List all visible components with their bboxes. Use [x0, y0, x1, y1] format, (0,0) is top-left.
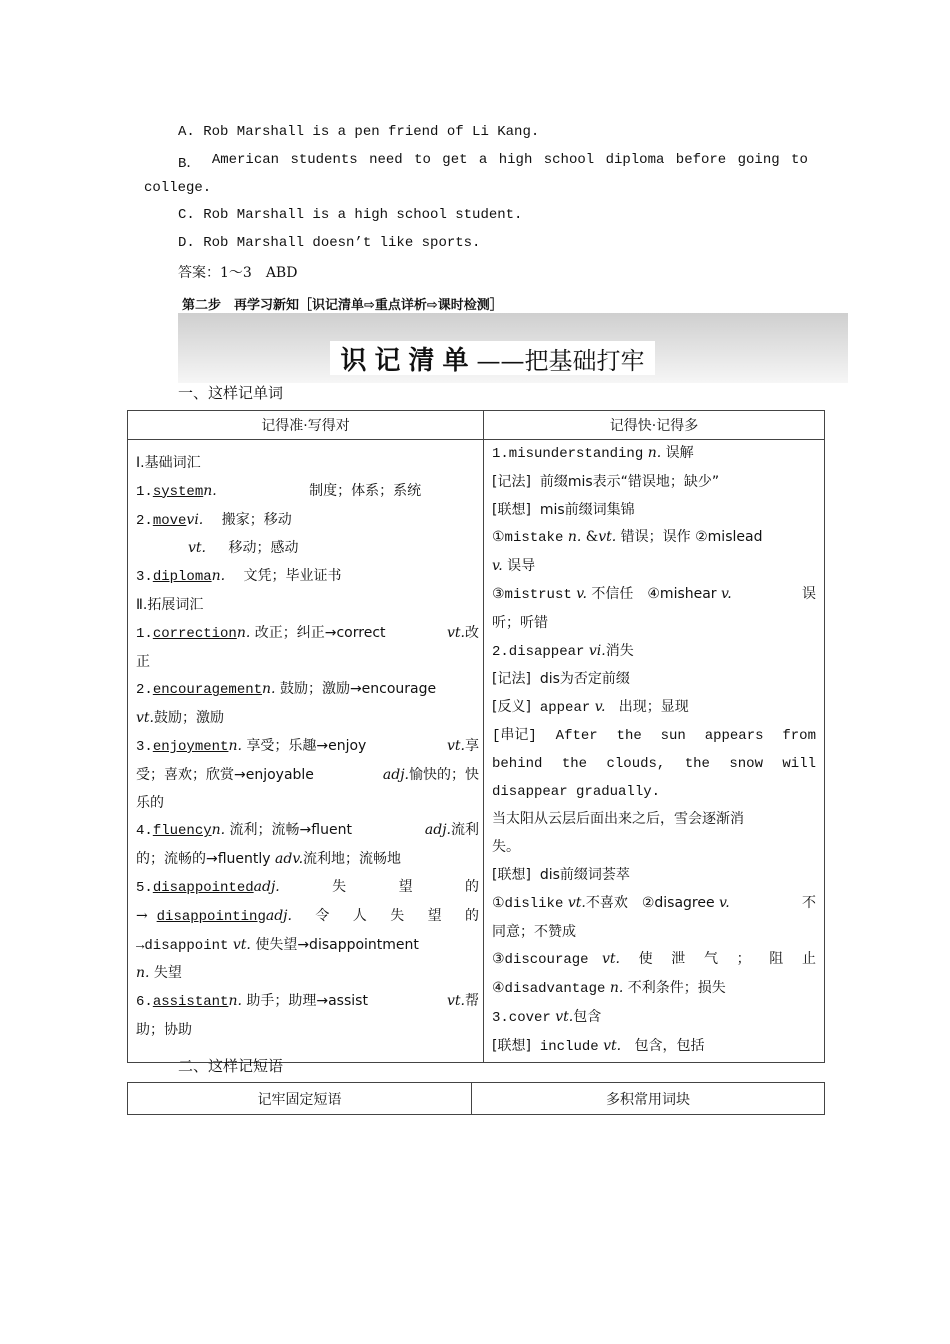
- right-line-11-word-4: appears: [704, 727, 764, 744]
- option-b-word-8: school: [543, 152, 595, 168]
- step-heading: 第二步 再学习新知［识记清单⇨重点详析⇨课时检测］: [182, 298, 503, 313]
- ext-word-3: 3.enjoymentn. 享受；乐趣→enjoy vt.享: [136, 737, 479, 755]
- right-line-11-word-2: the: [616, 727, 642, 744]
- vocab-left-cell: [128, 440, 484, 1063]
- option-b-word-12: to: [791, 152, 808, 168]
- ext-word-5: 5.disappointedadj. 失 望 的: [136, 874, 479, 903]
- ext-word-3-cont: 受；喜欢；欣赏→enjoyable adj.愉快的；快: [136, 766, 479, 783]
- right-line-8: 2.disappear vi.消失: [492, 642, 634, 660]
- option-b-word-11: going: [737, 152, 780, 168]
- vocab-right-cell: [484, 440, 825, 1063]
- right-line-11-word-1: After: [555, 727, 598, 744]
- right-line-12-word-1: the: [561, 755, 588, 772]
- ext-word-6: 6.assistantn. 助手；助理→assist vt.帮: [136, 993, 479, 1011]
- ext-word-3-cont2: 乐的: [136, 794, 164, 811]
- banner-sub: ——把基础打牢: [476, 346, 645, 375]
- vocab-left-header: 记得准·写得对: [128, 411, 484, 440]
- ext-word-5b-char-3: 望: [427, 907, 442, 924]
- right-line-10: [反义] appear v. 出现；显现: [492, 699, 689, 717]
- right-line-19-char-5: 止: [801, 951, 816, 968]
- ext-word-5b-char-1: 人: [352, 907, 367, 924]
- right-line-11-word-0: [串记]: [492, 727, 537, 744]
- option-d: D. Rob Marshall doesn’t like sports.: [178, 235, 481, 251]
- right-line-16: [联想] dis前缀词荟萃: [492, 866, 630, 883]
- ext-vocab-title: Ⅱ.拓展词汇: [136, 596, 204, 613]
- ext-word-5-cont: → disappointingadj. 令 人 失 望 的: [136, 903, 479, 932]
- option-b-word-6: a: [478, 152, 488, 168]
- right-line-6: ③mistrust v. 不信任 ④mishear v. 误: [492, 585, 816, 603]
- right-line-17: ①dislike vt.不喜欢 ②disagree v. 不: [492, 894, 816, 912]
- right-line-19: ③discourage vt. 使 泄 气 ； 阻 止: [492, 946, 816, 975]
- option-b-line1: [178, 152, 808, 172]
- ext-word-1: 1.correctionn. 改正；纠正→correct vt.改: [136, 624, 479, 642]
- basic-word-3: 3.diploman. 文凭；毕业证书: [136, 568, 342, 586]
- right-line-14: 当太阳从云层后面出来之后，雪会逐渐消: [492, 811, 744, 828]
- right-line-19-char-0: 使: [638, 951, 653, 968]
- ext-word-4-cont: 的；流畅的→fluently adv.流利地；流畅地: [136, 851, 402, 868]
- option-b-word-4: to: [414, 152, 431, 168]
- right-line-9: [记法] dis为否定前缀: [492, 671, 630, 688]
- option-b-word-5: get: [442, 152, 468, 168]
- right-line-4: ①mistake n. &vt. 错误；误作 ②mislead: [492, 529, 763, 547]
- right-line-12: [492, 751, 816, 779]
- phrase-right-header: 多积常用词块: [472, 1083, 825, 1115]
- option-b-word-3: need: [369, 152, 403, 168]
- right-line-13: disappear gradually.: [492, 783, 661, 800]
- right-line-19-char-1: 泄: [671, 951, 686, 968]
- ext-word-5-cont3: n. 失望: [136, 965, 182, 982]
- option-b-word-0: B．: [178, 156, 201, 172]
- ext-word-4: 4.fluencyn. 流利；流畅→fluent adj.流利: [136, 822, 479, 840]
- option-b-word-7: high: [498, 152, 533, 168]
- basic-word-2: 2.movevi. 搬家；移动: [136, 511, 292, 529]
- option-a: A. Rob Marshall is a pen friend of Li Kang.: [178, 124, 540, 140]
- right-line-22: [联想] include vt. 包含，包括: [492, 1037, 705, 1055]
- option-b-word-2: students: [290, 152, 358, 168]
- vocab-right-header: 记得快·记得多: [484, 411, 825, 440]
- right-line-15: 失。: [492, 839, 520, 856]
- right-line-21: 3.cover vt.包含: [492, 1008, 602, 1026]
- ext-word-5-cont2: →disappoint vt. 使失望→disappointment: [136, 936, 419, 954]
- phrase-left-header: 记牢固定短语: [128, 1083, 472, 1115]
- right-line-19-char-2: 气: [703, 951, 718, 968]
- right-line-11-word-5: from: [782, 727, 816, 744]
- right-line-11: [492, 723, 816, 751]
- option-c: C. Rob Marshall is a high school student.: [178, 207, 523, 223]
- right-line-19-char-3: ；: [736, 951, 751, 968]
- basic-word-1: 1.systemn. 制度；体系；系统: [136, 482, 422, 500]
- ext-word-2-cont: vt.鼓励；激励: [136, 710, 224, 727]
- option-b-word-10: before: [675, 152, 727, 168]
- right-line-1: 1.misunderstanding n. 误解: [492, 445, 694, 462]
- right-line-3: [联想] mis前缀词集锦: [492, 501, 635, 518]
- banner-title: [330, 341, 655, 375]
- vocab-table: [127, 410, 825, 1063]
- ext-word-1-cont: 正: [136, 653, 150, 670]
- section-1-title: 一、这样记单词: [178, 384, 284, 402]
- right-line-12-word-4: snow: [729, 755, 763, 772]
- basic-vocab-title: Ⅰ.基础词汇: [136, 455, 201, 471]
- option-b-line2: college.: [144, 180, 212, 196]
- right-line-5: v. 误导: [492, 558, 536, 575]
- ext-word-5b-char-4: 的: [465, 907, 479, 924]
- ext-word-5-char-2: 的: [464, 878, 479, 895]
- ext-word-6-cont: 助；协助: [136, 1021, 192, 1038]
- right-line-12-word-2: clouds,: [606, 755, 666, 772]
- right-line-12-word-5: will: [782, 755, 816, 772]
- right-line-11-word-3: sun: [660, 727, 686, 744]
- right-line-7: 听；听错: [492, 614, 548, 631]
- right-line-18: 同意；不赞成: [492, 923, 576, 940]
- ext-word-5-char-0: 失: [332, 878, 347, 895]
- section-2-title: 二、这样记短语: [178, 1057, 284, 1075]
- option-b-word-9: diploma: [605, 152, 665, 168]
- ext-word-5b-char-2: 失: [390, 907, 405, 924]
- phrase-table: [127, 1082, 825, 1115]
- basic-word-2b: vt. 移动；感动: [188, 540, 299, 557]
- option-b-word-1: American: [211, 152, 280, 168]
- ext-word-5b-char-0: 令: [315, 907, 330, 924]
- right-line-12-word-0: behind: [492, 755, 543, 772]
- right-line-12-word-3: the: [684, 755, 710, 772]
- answer-line: 答案：1～3 ABD: [178, 265, 298, 281]
- right-line-19-char-4: 阻: [769, 951, 784, 968]
- ext-word-5-char-1: 望: [398, 878, 413, 895]
- banner-main: 识记清单: [340, 345, 477, 376]
- ext-word-2: 2.encouragementn. 鼓励；激励→encourage: [136, 681, 437, 699]
- right-line-20: ④disadvantage n. 不利条件；损失: [492, 980, 726, 998]
- right-line-2: [记法] 前缀mis表示“错误地；缺少”: [492, 473, 720, 490]
